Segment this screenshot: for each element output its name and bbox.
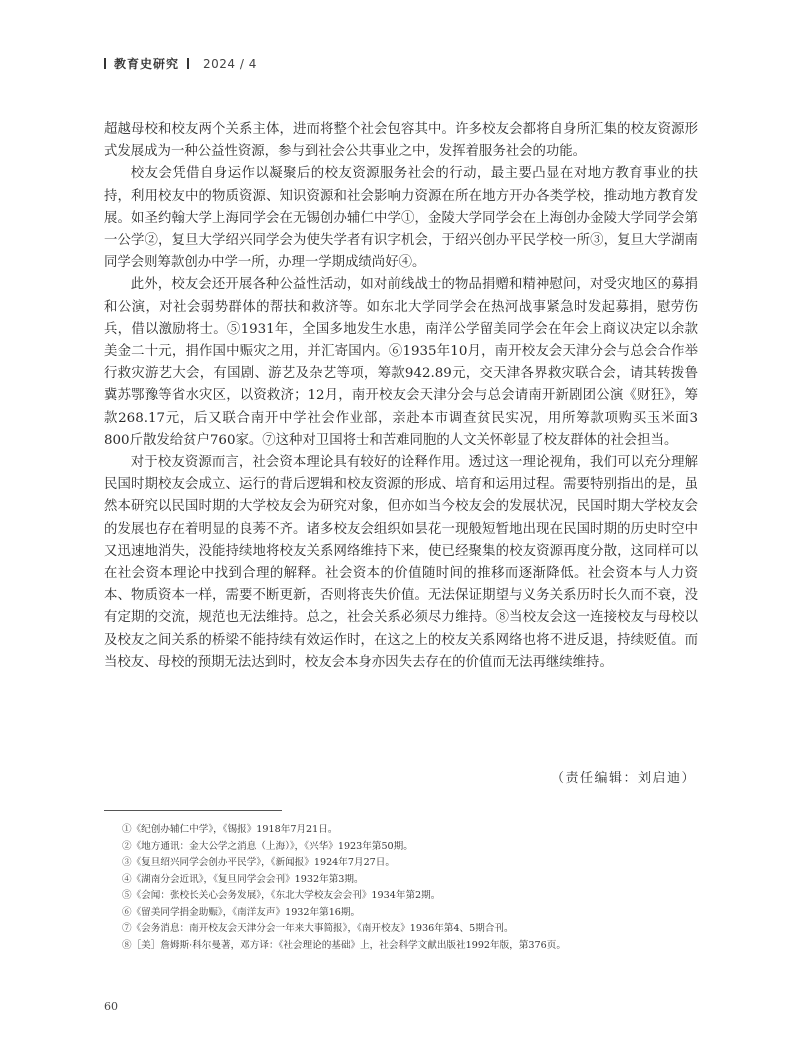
footnote: ⑦《会务消息：南开校友会天津分会一年来大事简报》，《南开校友》1936年第4、5期合刊。 (122, 923, 514, 934)
article-body (104, 119, 698, 674)
footnote: ⑤《会闻：张校长关心会务发展》，《东北大学校友会会刊》1934年第2期。 (122, 890, 441, 901)
footnote: ⑥《留美同学捐金助赈》，《南洋友声》1932年第16期。 (122, 906, 361, 918)
responsible-editor: （责任编辑：刘启迪） (550, 771, 696, 786)
issue-number: 2024 / 4 (203, 56, 257, 71)
footnotes (122, 822, 682, 954)
footnote-divider (104, 810, 282, 811)
footnote: ③《复旦绍兴同学会创办平民学》，《新闻报》1924年7月27日。 (122, 857, 395, 868)
journal-name: 教育史研究 (114, 57, 180, 71)
header-divider (187, 58, 189, 69)
paragraph: 超越母校和校友两个关系主体，进而将整个社会包容其中。许多校友会都将自身所汇集的校友资源形式发展成为一种公益性资源，参与到社会公共事业之中，发挥着服务社会的功能。 (104, 122, 698, 160)
footnote: ①《纪创办辅仁中学》，《锡报》1918年7月21日。 (122, 824, 338, 835)
header-divider (104, 58, 106, 69)
paragraph: 对于校友资源而言，社会资本理论具有较好的诠释作用。透过这一理论视角，我们可以充分理解民国时期校友会成立、运行的背后逻辑和校友资源的形成、培育和运用过程。需要特别指出的是，虽然本研究以民国时期的大学校友会为研究对象，但亦如当今校友会的发展状况，民国时期大学校友会的发展也存在着明显的良莠不齐。诸多校友会组织如昙花一现般短暂地出现在民国时期的历史时空中又迅速地消失，没能持续地将校友关系网络维持下来，使已经聚集的校友资源再度分散，这同样可以在社会资本理论中找到合理的解释。社会资本的价值随时间的推移而逐渐降低。社会资本与人力资本、物质资本一样，需要不断更新，否则将丧失价值。无法保证期望与义务关系历时长久而不衰，没有定期的交流，规范也无法维持。总之，社会关系必须尽力维持。⑧当校友会这一连接校友与母校以及校友之间关系的桥梁不能持续有效运作时，在这之上的校友关系网络也将不进反退，持续贬值。而当校友、母校的预期无法达到时，校友会本身亦因失去存在的价值而无法再继续维持。 (104, 455, 698, 670)
footnote: ④《湖南分会近讯》，《复旦同学会会刊》1932年第3期。 (122, 873, 364, 885)
footnote: ②《地方通讯：金大公学之消息（上海）》，《兴华》1923年第50期。 (122, 840, 413, 852)
footnote: ⑧［美］詹姆斯·科尔曼著，邓方译：《社会理论的基础》上，社会科学文献出版社1992年版，第376页。 (122, 939, 566, 951)
paragraph: 校友会凭借自身运作以凝聚后的校友资源服务社会的行动，最主要凸显在对地方教育事业的扶持，利用校友中的物质资源、知识资源和社会影响力资源在所在地方开办各类学校，推动地方教育发展。如圣约翰大学上海同学会在无锡创办辅仁中学①，金陵大学同学会在上海创办金陵大学同学会第一公学②，复旦大学绍兴同学会为使失学者有识字机会，于绍兴创办平民学校一所③，复旦大学湖南同学会则筹款创办中学一所，办理一学期成绩尚好④。 (104, 166, 698, 271)
page-number: 60 (104, 1000, 118, 1013)
paragraph: 此外，校友会还开展各种公益性活动，如对前线战士的物品捐赠和精神慰问，对受灾地区的募捐和公演，对社会弱势群体的帮扶和救济等。如东北大学同学会在热河战事紧急时发起募捐，慰劳伤兵，借以激励将士。⑤1931年，全国多地发生水患，南洋公学留美同学会在年会上商议决定以余款美金二十元，捐作国中赈灾之用，并汇寄国内。⑥1935年10月，南开校友会天津分会与总会合作举行救灾游艺大会，有国剧、游艺及杂艺等项，筹款942.89元，交天津各界救灾联合会，请其转拨鲁冀苏鄂豫等省水灾区，以资救济；12月，南开校友会天津分会与总会请南开新剧团公演《财狂》，筹款268.17元，后又联合南开中学社会作业部，亲赴本市调查贫民实况，用所筹款项购买玉米面3 800斤散发给贫户760家。⑦这种对卫国将士和苦难同胞的人文关怀彰显了校友群体的社会担当。 (104, 277, 698, 448)
running-header (104, 55, 257, 72)
